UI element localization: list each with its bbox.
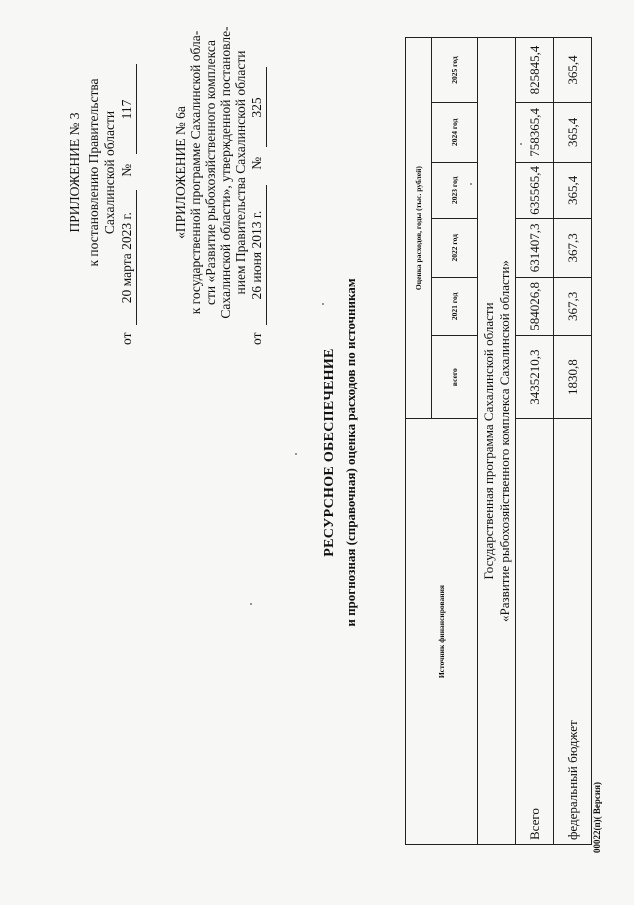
row-label: Всего (516, 419, 554, 845)
previous-appendix-date: 26 июня 2013 г. (248, 185, 267, 325)
appendix-block (66, 0, 146, 345)
table-cell: 635565,4 (516, 162, 554, 218)
table-row (554, 38, 592, 845)
appendix-line1: к постановлению Правительства (86, 78, 101, 267)
table-header-row-1 (406, 38, 432, 845)
table-cell: 1830,8 (554, 336, 592, 419)
scan-speck (520, 143, 522, 145)
program-row (478, 38, 516, 845)
column-header: 2023 год (432, 162, 478, 218)
column-header: 2025 год (432, 38, 478, 103)
table-cell: 365,4 (554, 38, 592, 103)
program-cell (478, 38, 516, 845)
resource-table (405, 37, 592, 845)
appendix-title: ПРИЛОЖЕНИЕ № 3 (67, 112, 82, 233)
program-line1: Государственная программа Сахалинской области (480, 302, 496, 580)
table-cell: 365,4 (554, 162, 592, 218)
column-header: 2024 год (432, 103, 478, 163)
table-cell: 631407,3 (516, 219, 554, 278)
previous-appendix-title: «ПРИЛОЖЕНИЕ № 6а (173, 106, 188, 239)
column-header: 2021 год (432, 277, 478, 336)
program-line2: «Развитие рыбохозяйственного комплекса Сахалинской области» (496, 260, 512, 622)
appendix-line2: Сахалинской области (102, 110, 117, 235)
table-cell: 365,4 (554, 103, 592, 163)
previous-appendix-date-line (248, 0, 267, 345)
document-title: РЕСУРСНОЕ ОБЕСПЕЧЕНИЕ (322, 348, 337, 557)
table-cell: 367,3 (554, 219, 592, 278)
table-row (516, 38, 554, 845)
table-cell: 3435210,3 (516, 336, 554, 419)
column-header: всего (432, 336, 478, 419)
row-label: федеральный бюджет (554, 419, 592, 845)
previous-appendix-from-label: от (249, 332, 264, 345)
appendix-number: 117 (118, 65, 137, 155)
column-header: 2022 год (432, 219, 478, 278)
scan-speck (470, 183, 472, 185)
appendix-no-label: № (119, 163, 134, 177)
previous-appendix-block (172, 0, 277, 345)
previous-appendix-line2: сти «Развитие рыбохозяйственного комплекса (203, 40, 218, 305)
previous-appendix-no-label: № (249, 156, 264, 170)
table-cell: 758365,4 (516, 103, 554, 163)
scan-speck (295, 453, 297, 455)
appendix-date-line (118, 0, 137, 345)
appendix-date: 20 марта 2023 г. (118, 190, 137, 325)
footer-code: 00022(п)( Версия) (592, 782, 602, 853)
previous-appendix-line3: Сахалинской области», утвержденной постановле- (218, 26, 233, 319)
source-header: Источник финансирования (406, 419, 478, 845)
table-cell: 584026,8 (516, 277, 554, 336)
previous-appendix-number: 325 (248, 68, 267, 148)
previous-appendix-line1: к государственной программе Сахалинской обла- (188, 30, 203, 315)
previous-appendix-line4: нием Правительства Сахалинской области (233, 50, 248, 295)
table-cell: 825845,4 (516, 38, 554, 103)
table-cell: 367,3 (554, 277, 592, 336)
document-subtitle: и прогнозная (справочная) оценка расходов по источникам (343, 278, 358, 627)
scan-speck (322, 303, 324, 305)
estimate-header: Оценка расходов, годы (тыс. рублей) (406, 38, 432, 419)
scan-speck (250, 603, 252, 605)
appendix-from-label: от (119, 332, 134, 345)
